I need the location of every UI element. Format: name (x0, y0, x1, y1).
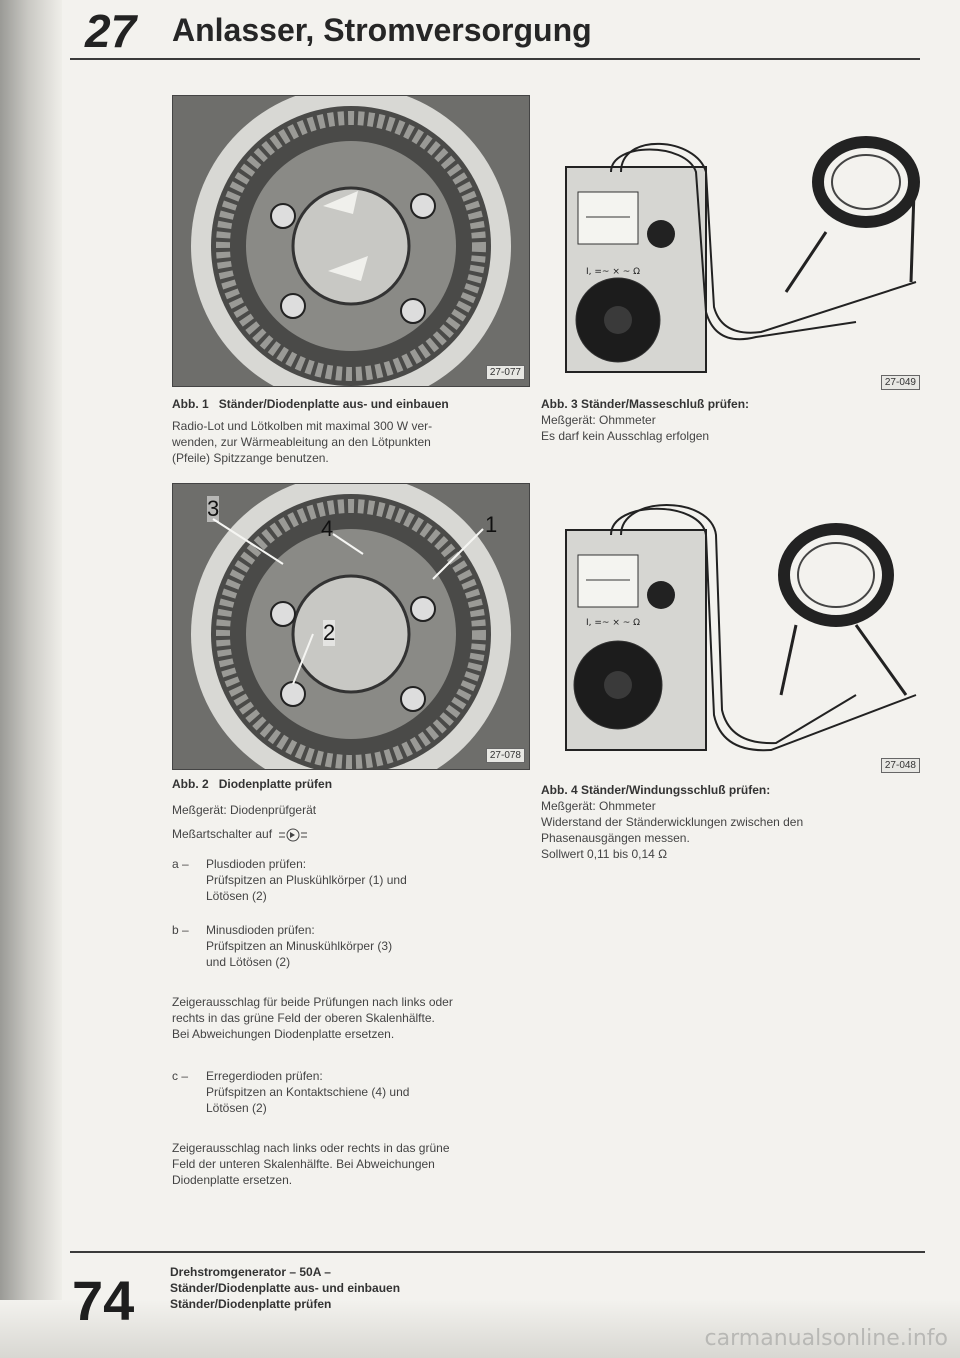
footer-line: Ständer/Diodenplatte prüfen (170, 1297, 332, 1311)
fig4-body-line: Meßgerät: Ohmmeter (541, 799, 656, 813)
watermark: carmanualsonline.info (704, 1326, 948, 1351)
step-b-line: Prüfspitzen an Minuskühlkörper (3) (206, 939, 393, 953)
fig1-caption (172, 396, 449, 412)
fig2-paragraph-1 (172, 994, 453, 1042)
footer-line: Ständer/Diodenplatte aus- und einbauen (170, 1281, 401, 1295)
fig3-caption-title: Abb. 3 Ständer/Masseschluß prüfen: (541, 397, 750, 411)
fig3-body (541, 412, 709, 444)
page-number: 74 (72, 1269, 135, 1332)
fig4-body-line: Phasenausgängen messen. (541, 831, 690, 845)
chapter-number: 27 (85, 5, 137, 57)
step-a-line: Lötösen (2) (206, 889, 267, 903)
fig1-body-line: Radio-Lot und Lötkolben mit maximal 300 W ver- (172, 419, 433, 433)
callout-4: 4 (321, 516, 334, 541)
fig1-body-line: wenden, zur Wärmeableitung an den Lötpunkten (172, 435, 431, 449)
fig2-switch-text: Meßartschalter auf (172, 827, 273, 841)
figure-tag: 27-078 (486, 748, 525, 763)
paragraph-line: Bei Abweichungen Diodenplatte ersetzen. (172, 1027, 395, 1041)
fig1-caption-title: Ständer/Diodenplatte aus- und einbauen (218, 397, 449, 411)
fig4-body-line: Widerstand der Ständerwicklungen zwischen den (541, 815, 804, 829)
ohmmeter-winding-test-figure (556, 495, 926, 771)
fig2-paragraph-2 (172, 1140, 450, 1188)
footer-rule (70, 1251, 925, 1253)
fig3-body-line: Es darf kein Ausschlag erfolgen (541, 429, 710, 443)
fig4-body (541, 798, 803, 862)
step-b-letter: b – (172, 923, 189, 937)
step-a-line: Prüfspitzen an Pluskühlkörper (1) und (206, 873, 407, 887)
step-b-line: Minusdioden prüfen: (206, 923, 315, 937)
figure-tag: 27-077 (486, 365, 525, 380)
step-c-letter: c – (172, 1069, 189, 1083)
fig4-caption (541, 782, 770, 798)
fig2-line-switch (172, 826, 307, 842)
step-a-line: Plusdioden prüfen: (206, 857, 307, 871)
ohmmeter-ground-test-figure (556, 132, 926, 388)
step-a (206, 856, 407, 904)
step-a-letter: a – (172, 857, 189, 871)
page-title: Anlasser, Stromversorgung (172, 12, 592, 48)
fig4-body-line: Sollwert 0,11 bis 0,14 Ω (541, 847, 668, 861)
fig3-body-line: Meßgerät: Ohmmeter (541, 413, 656, 427)
fig1-body-line: (Pfeile) Spitzzange benutzen. (172, 451, 329, 465)
callout-1: 1 (485, 512, 498, 537)
footer-line: Drehstromgenerator – 50A – (170, 1265, 331, 1279)
callout-3: 3 (207, 496, 220, 521)
step-c-line: Lötösen (2) (206, 1101, 267, 1115)
fig1-caption-label: Abb. 1 (172, 397, 209, 411)
paragraph-line: rechts in das grüne Feld der oberen Skalenhälfte. (172, 1011, 435, 1025)
paragraph-line: Diodenplatte ersetzen. (172, 1173, 293, 1187)
fig2-caption (172, 776, 332, 792)
step-c-line: Prüfspitzen an Kontaktschiene (4) und (206, 1085, 410, 1099)
footer-topics (170, 1264, 400, 1312)
fig2-line-meter: Meßgerät: Diodenprüfgerät (172, 803, 317, 817)
diode-symbol-icon (279, 828, 307, 842)
svg-text:I, =~ × ~ Ω: I, =~ × ~ Ω (586, 618, 640, 628)
photo-diode-plate-test (172, 483, 530, 770)
header-rule (70, 58, 920, 60)
photo-stator-diode-plate (172, 95, 530, 387)
step-b-line: und Lötösen (2) (206, 955, 291, 969)
step-c (206, 1068, 409, 1116)
fig2-caption-label: Abb. 2 (172, 777, 209, 791)
paragraph-line: Feld der unteren Skalenhälfte. Bei Abweichungen (172, 1157, 435, 1171)
svg-text:I, =~ × ~ Ω: I, =~ × ~ Ω (586, 267, 640, 277)
step-b (206, 922, 392, 970)
fig2-caption-title: Diodenplatte prüfen (218, 777, 333, 791)
figure-tag: 27-049 (881, 375, 920, 390)
paragraph-line: Zeigerausschlag für beide Prüfungen nach links oder (172, 995, 453, 1009)
fig1-body (172, 418, 432, 466)
callout-2: 2 (323, 620, 336, 645)
paragraph-line: Zeigerausschlag nach links oder rechts in das grüne (172, 1141, 450, 1155)
page-edge-shadow (0, 0, 62, 1358)
step-c-line: Erregerdioden prüfen: (206, 1069, 323, 1083)
fig4-caption-title: Abb. 4 Ständer/Windungsschluß prüfen: (541, 783, 771, 797)
fig3-caption (541, 396, 749, 412)
figure-tag: 27-048 (881, 758, 920, 773)
